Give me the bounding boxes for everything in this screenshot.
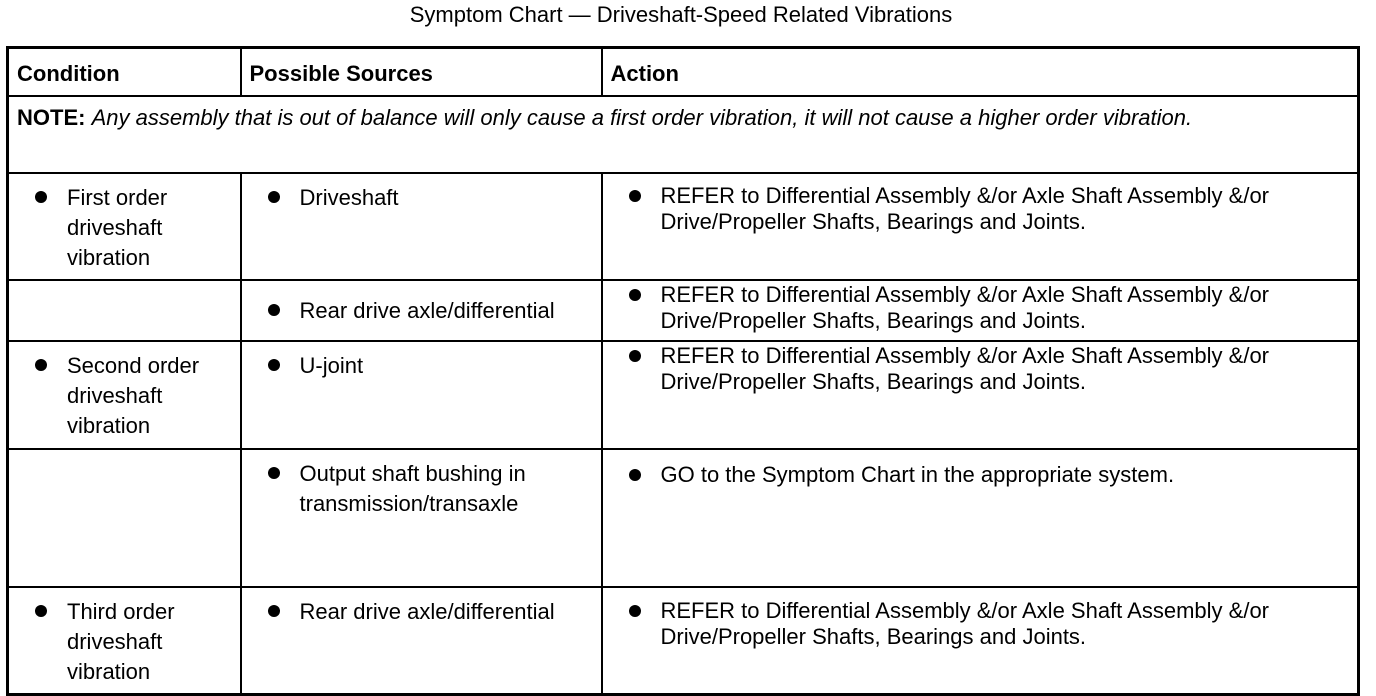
- bullet-icon: [268, 191, 280, 203]
- condition-cell: [8, 173, 241, 280]
- note-label: NOTE:: [17, 105, 86, 130]
- bullet-icon: [35, 359, 47, 371]
- table-row: [8, 449, 1359, 587]
- bullet-icon: [268, 605, 280, 617]
- header-action: Action: [602, 48, 1359, 97]
- symptom-chart-table: [6, 46, 1360, 696]
- source-cell: [241, 280, 602, 341]
- chart-title: Symptom Chart — Driveshaft-Speed Related Vibrations: [409, 2, 953, 27]
- table-row: [8, 280, 1359, 341]
- action-text: REFER to Differential Assembly &/or Axle Shaft Assembly &/or Drive/Propeller Shafts, Bearings and Joints.: [660, 282, 1270, 333]
- condition-cell: [8, 449, 241, 587]
- action-cell: [602, 173, 1359, 280]
- note-cell: [8, 96, 1359, 173]
- bullet-icon: [268, 467, 280, 479]
- condition-text: Third order driveshaft vibration: [67, 599, 175, 684]
- action-text: REFER to Differential Assembly &/or Axle Shaft Assembly &/or Drive/Propeller Shafts, Bearings and Joints.: [660, 598, 1270, 649]
- table-row: [8, 341, 1359, 449]
- action-text: GO to the Symptom Chart in the appropriate system.: [660, 462, 1175, 487]
- action-text: REFER to Differential Assembly &/or Axle Shaft Assembly &/or Drive/Propeller Shafts, Bearings and Joints.: [660, 343, 1270, 394]
- table-row: [8, 173, 1359, 280]
- condition-cell: [8, 280, 241, 341]
- action-cell: [602, 341, 1359, 449]
- source-text: U-joint: [299, 353, 364, 378]
- bullet-icon: [629, 605, 641, 617]
- action-cell: [602, 449, 1359, 587]
- table-row: [8, 587, 1359, 695]
- header-condition: Condition: [8, 48, 241, 97]
- condition-cell: [8, 587, 241, 695]
- bullet-icon: [35, 191, 47, 203]
- bullet-icon: [629, 190, 641, 202]
- note-text: Any assembly that is out of balance will only cause a first order vibration, it will not cause a higher order vibration.: [91, 105, 1193, 130]
- bullet-icon: [268, 359, 280, 371]
- header-possible-sources: Possible Sources: [241, 48, 602, 97]
- source-cell: [241, 449, 602, 587]
- bullet-icon: [629, 350, 641, 362]
- bullet-icon: [629, 469, 641, 481]
- header-row: [8, 48, 1359, 97]
- action-text: REFER to Differential Assembly &/or Axle Shaft Assembly &/or Drive/Propeller Shafts, Bearings and Joints.: [660, 183, 1270, 234]
- source-text: Driveshaft: [299, 185, 399, 210]
- source-text: Rear drive axle/differential: [299, 599, 555, 624]
- source-text: Output shaft bushing in transmission/transaxle: [299, 461, 526, 516]
- source-text: Rear drive axle/differential: [299, 297, 555, 323]
- bullet-icon: [35, 605, 47, 617]
- action-cell: [602, 587, 1359, 695]
- action-cell: [602, 280, 1359, 341]
- condition-text: Second order driveshaft vibration: [67, 353, 200, 438]
- bullet-icon: [629, 289, 641, 301]
- condition-text: First order driveshaft vibration: [67, 185, 168, 270]
- bullet-icon: [268, 304, 280, 316]
- note-row: [8, 96, 1359, 173]
- source-cell: [241, 341, 602, 449]
- condition-cell: [8, 341, 241, 449]
- source-cell: [241, 587, 602, 695]
- source-cell: [241, 173, 602, 280]
